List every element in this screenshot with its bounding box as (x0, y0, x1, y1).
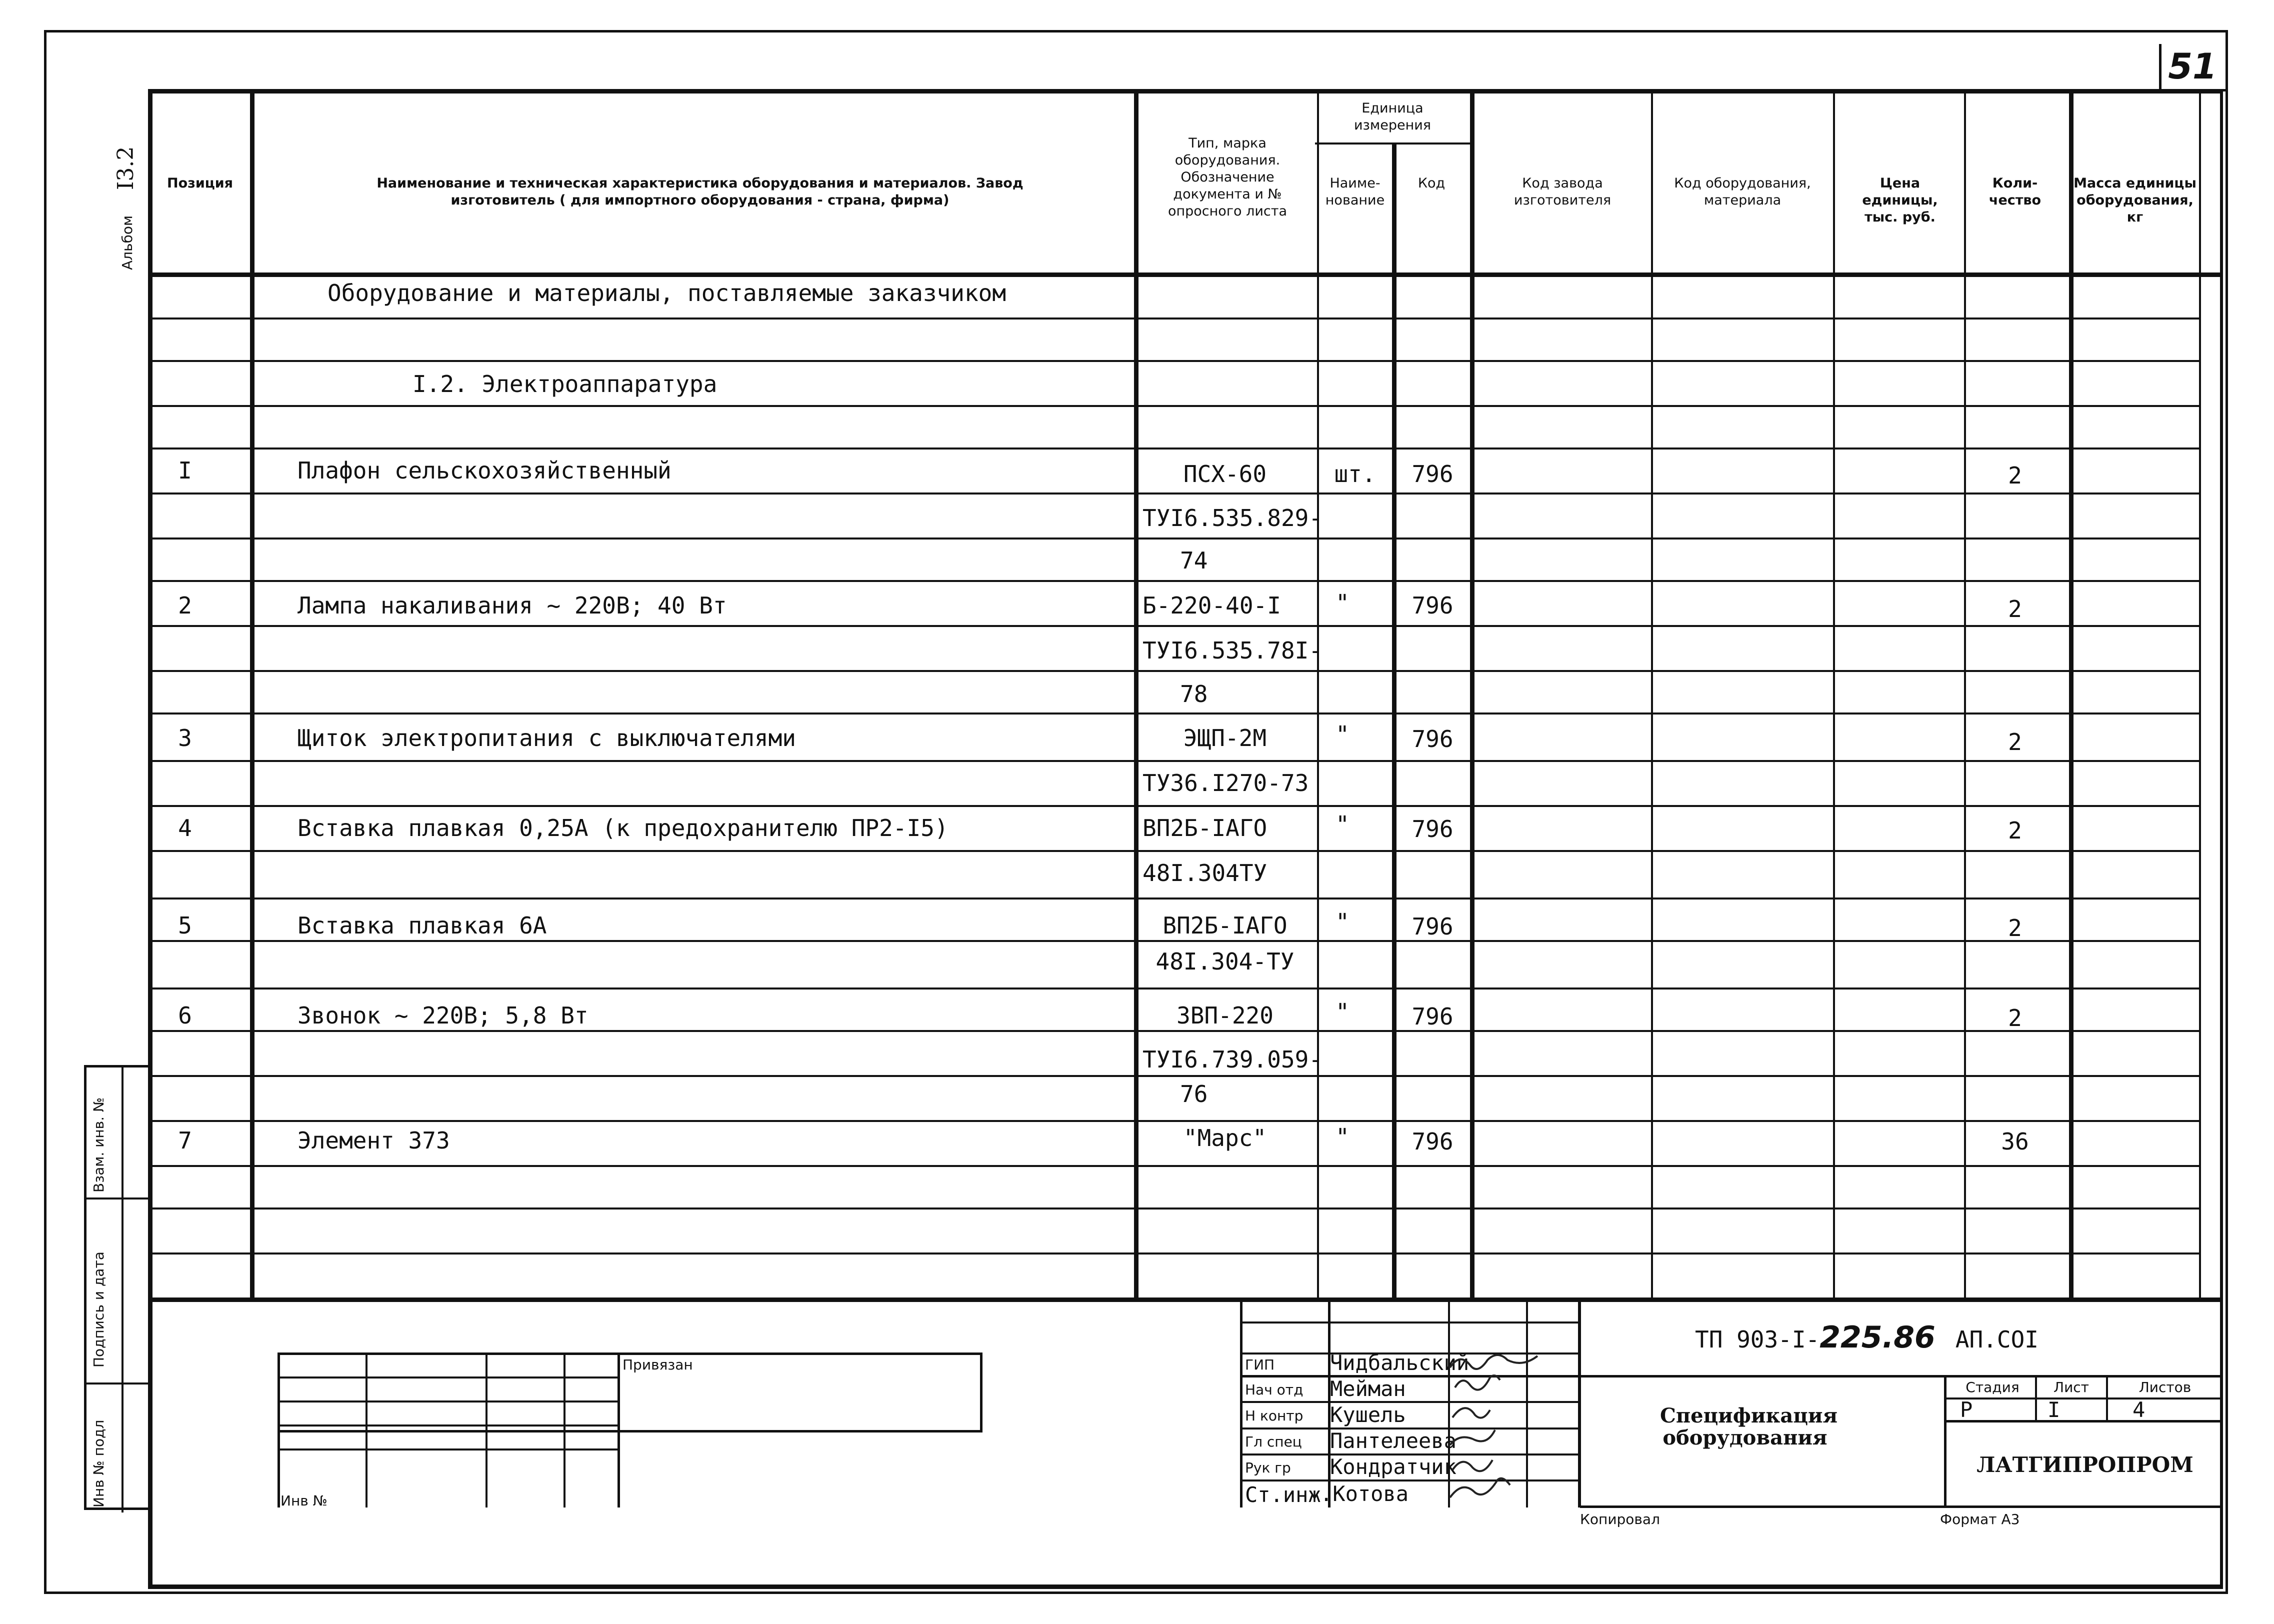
vzam-inv-label: Взам. инв. № (90, 1097, 107, 1192)
row-2-name: Лампа накаливания ~ 220В; 40 Вт (298, 592, 727, 619)
album-label: Альбом (119, 215, 136, 270)
row-3-qty: 2 (2008, 728, 2022, 756)
row-2-type-2: 78 (1180, 680, 1208, 708)
role-0: ГИП (1245, 1356, 1275, 1373)
row-4-name: Вставка плавкая 0,25А (к предохранителю ПР2-I5) (298, 814, 948, 842)
header-type: Тип, марка оборудования. Обозначение документа и № опросного листа (1168, 136, 1288, 219)
row-5-type-0: ВП2Б-IАГО (1162, 912, 1288, 939)
row-2-type-0: Б-220-40-I (1142, 592, 1281, 619)
header-factory-code: Код завода изготовителя (1514, 176, 1612, 208)
row-1-type-0: ПСХ-60 (1183, 460, 1267, 488)
row-5-type-1: 48I.304-ТУ (1156, 948, 1294, 975)
row-6-type-0: ЗВП-220 (1176, 1002, 1274, 1029)
sheet-label: Лист (2054, 1379, 2089, 1396)
row-5-code: 796 (1412, 913, 1454, 940)
copied-label: Копировал (1580, 1511, 1660, 1528)
header-equipment-code: Код оборудования, материала (1674, 176, 1811, 208)
col-line-4 (1392, 142, 1396, 1299)
sheet-value: I (2048, 1398, 2060, 1422)
row-7-name: Элемент 373 (298, 1127, 450, 1154)
header-position: Позиция (166, 176, 234, 191)
row-7-type-0: "Марс" (1183, 1124, 1267, 1152)
row-6-pos: 6 (178, 1002, 192, 1029)
row-1-type-1: ТУI6.535.829- (1142, 504, 1323, 532)
row-4-unit: " (1336, 811, 1350, 838)
row-3-code: 796 (1412, 726, 1454, 752)
binding-strip (84, 1065, 148, 1510)
sheet-number: 51 (2168, 46, 2217, 87)
role-1: Нач отд (1245, 1382, 1304, 1398)
organization: ЛАТГИПРОПРОМ (1976, 1452, 2194, 1477)
col-line-10 (2199, 89, 2201, 1299)
sheets-value: 4 (2132, 1398, 2146, 1422)
header-unit-code: Код (1418, 176, 1446, 191)
format-label: Формат А3 (1940, 1511, 2020, 1528)
row-4-code: 796 (1412, 816, 1454, 842)
row-1-name: Плафон сельскохозяйственный (298, 457, 672, 484)
row-3-pos: 3 (178, 724, 192, 752)
doc-code (1695, 1320, 2038, 1355)
row-2-code: 796 (1412, 592, 1454, 619)
sheets-label: Листов (2138, 1379, 2192, 1396)
row-3-type-1: ТУ36.I270-73 (1142, 770, 1309, 796)
section-title: Оборудование и материалы, поставляемые заказчиком (328, 280, 1006, 306)
row-5-unit: " (1336, 908, 1350, 936)
album-number: I3.2 (113, 146, 138, 190)
row-2-unit: " (1336, 590, 1350, 616)
col-line-9 (2069, 89, 2074, 1299)
album-strip (100, 115, 148, 275)
col-line-5 (1470, 89, 1474, 1299)
col-line-7 (1833, 89, 1835, 1299)
col-line-6 (1651, 89, 1653, 1299)
doc-code-number: 225.86 (1820, 1320, 1936, 1355)
row-4-type-1: 48I.304ТУ (1142, 860, 1268, 886)
row-4-qty: 2 (2008, 817, 2022, 844)
handwritten-signatures (1445, 1348, 1580, 1508)
row-5-qty: 2 (2008, 914, 2022, 942)
header-mass: Масса единицы оборудования, кг (2074, 176, 2196, 225)
row-2-type-1: ТУI6.535.78I- (1142, 637, 1323, 664)
row-3-name: Щиток электропитания с выключателями (298, 724, 796, 752)
privyazan-block (278, 1352, 982, 1508)
row-6-code: 796 (1412, 1003, 1454, 1030)
doc-code-prefix: ТП 903-I- (1695, 1326, 1820, 1353)
header-unit: Единица измерения (1354, 100, 1432, 133)
row-6-unit: " (1336, 998, 1350, 1026)
name-2: Кушель (1330, 1402, 1406, 1427)
name-0: Чидбальский (1330, 1350, 1470, 1375)
row-5-pos: 5 (178, 912, 192, 939)
role-5: Ст.инж (1245, 1482, 1321, 1507)
role-2: Н контр (1245, 1408, 1304, 1424)
stage-value: Р (1960, 1398, 1973, 1422)
row-1-qty: 2 (2008, 462, 2022, 489)
row-4-pos: 4 (178, 814, 192, 842)
row-3-unit: " (1336, 721, 1350, 748)
row-7-code: 796 (1412, 1128, 1454, 1155)
row-6-qty: 2 (2008, 1004, 2022, 1032)
signature-block (1240, 1298, 1580, 1508)
name-3: Пантелеева (1330, 1428, 1456, 1453)
header-name: Наименование и техническая характеристика оборудования и материалов. Завод изготовитель ( для импортного оборудования - страна, фирма) (376, 176, 1024, 208)
row-6-type-1: ТУI6.739.059- (1142, 1046, 1323, 1073)
col-line-8 (1964, 89, 1966, 1299)
row-1-code: 796 (1412, 460, 1454, 488)
col-line-2 (1134, 89, 1138, 1299)
col-line-1 (250, 89, 254, 1299)
header-unit-name: Наиме-нование (1325, 176, 1385, 208)
doc-code-suffix: АП.СОI (1955, 1326, 2038, 1353)
name-4: Кондратчик (1330, 1454, 1456, 1479)
header-quantity: Коли-чество (1988, 176, 2042, 208)
row-1-pos: I (178, 457, 192, 484)
row-3-type-0: ЭЩП-2М (1183, 724, 1267, 752)
row-6-type-2: 76 (1180, 1080, 1208, 1108)
row-1-unit: шт. (1334, 460, 1376, 488)
row-1-type-2: 74 (1180, 547, 1208, 574)
row-4-type-0: ВП2Б-IАГО (1142, 814, 1268, 842)
row-5-name: Вставка плавкая 6А (298, 912, 547, 939)
privyazan-label: Привязан (622, 1356, 693, 1373)
stage-label: Стадия (1966, 1379, 2020, 1396)
header-bottom-line (148, 272, 2223, 277)
role-4: Рук гр (1245, 1460, 1291, 1476)
inv-no-label: Инв № (280, 1492, 328, 1509)
name-5: .Котова (1320, 1482, 1409, 1506)
header-price: Цена единицы, тыс. руб. (1862, 176, 1938, 225)
row-2-qty: 2 (2008, 596, 2022, 622)
row-2-pos: 2 (178, 592, 192, 619)
stamp-title: Спецификация оборудования (1660, 1404, 1838, 1450)
name-1: Мейман (1330, 1376, 1406, 1401)
row-7-unit: " (1336, 1124, 1350, 1150)
role-3: Гл спец (1245, 1434, 1302, 1450)
subsection-title: I.2. Электроаппаратура (412, 370, 718, 398)
row-7-qty: 36 (2001, 1128, 2029, 1155)
row-6-name: Звонок ~ 220В; 5,8 Вт (298, 1002, 588, 1029)
inv-podl-label: Инв № подл (90, 1420, 107, 1508)
col-line-3 (1317, 89, 1319, 1299)
row-7-pos: 7 (178, 1127, 192, 1154)
podpis-data-label: Подпись и дата (90, 1252, 107, 1368)
